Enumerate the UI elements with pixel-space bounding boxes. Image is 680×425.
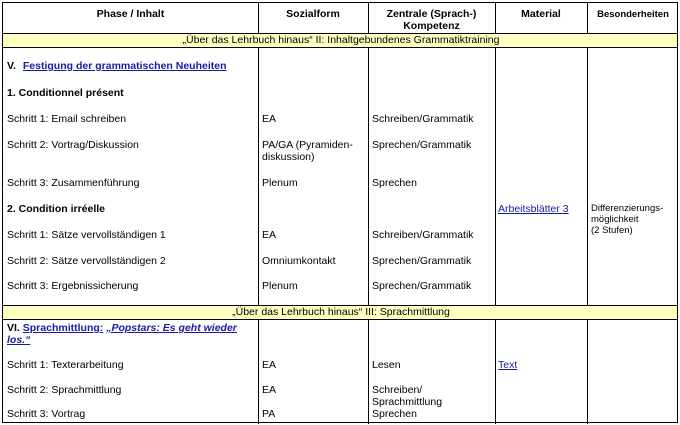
header-kompetenz-line1: Zentrale (Sprach-) xyxy=(386,8,477,20)
step-phase: Schritt 1: Email schreiben xyxy=(7,113,127,125)
besonderheit-line3: (2 Stufen) xyxy=(591,225,633,236)
step-sozialform: Plenum xyxy=(262,177,298,189)
step-kompetenz: Schreiben/Grammatik xyxy=(372,229,474,241)
material-text-link[interactable]: Text xyxy=(498,359,518,371)
material-arbeitsblaetter-link[interactable]: Arbeitsblätter 3 xyxy=(498,203,569,215)
column-divider xyxy=(495,47,496,305)
band-title-iii: „Über das Lehrbuch hinaus“ III: Sprachmittlung xyxy=(232,306,450,318)
subsection-conditionnel: 1. Conditionnel présent xyxy=(7,87,124,99)
column-divider xyxy=(495,319,496,424)
row-divider xyxy=(3,47,677,48)
row-divider xyxy=(3,319,677,320)
step-kompetenz: Schreiben/ xyxy=(372,384,423,396)
section-vi-link-quote[interactable]: „Popstars: Es geht wieder xyxy=(106,322,237,334)
step-kompetenz: Sprechen xyxy=(372,408,417,420)
column-divider xyxy=(368,319,369,424)
besonderheit-line1: Differenzierungs- xyxy=(591,203,664,214)
step-sozialform: Omniumkontakt xyxy=(262,255,336,267)
step-phase: Schritt 3: Vortrag xyxy=(7,408,86,420)
lesson-plan-table xyxy=(2,2,678,423)
header-besonderheiten: Besonderheiten xyxy=(597,9,669,20)
step-phase: Schritt 1: Sätze vervollständigen 1 xyxy=(7,229,166,241)
header-sozialform: Sozialform xyxy=(286,8,340,20)
step-sozialform: EA xyxy=(262,384,277,396)
header-material: Material xyxy=(521,8,561,20)
section-vi-link[interactable]: Sprachmittlung: xyxy=(22,322,104,334)
header-phase: Phase / Inhalt xyxy=(96,8,165,20)
step-sozialform: EA xyxy=(262,359,277,371)
step-phase: Schritt 3: Zusammenführung xyxy=(7,177,140,189)
step-kompetenz: Schreiben/Grammatik xyxy=(372,113,474,125)
step-sozialform: diskussion) xyxy=(262,151,315,163)
section-number: V. xyxy=(7,60,16,72)
header-kompetenz-line2: Kompetenz xyxy=(403,20,460,32)
column-divider xyxy=(368,47,369,305)
section-vi-title xyxy=(7,322,237,334)
step-phase: Schritt 2: Vortrag/Diskussion xyxy=(7,139,139,151)
step-phase: Schritt 2: Sprachmittlung xyxy=(7,384,122,396)
step-phase: Schritt 3: Ergebnissicherung xyxy=(7,280,139,292)
column-divider xyxy=(587,47,588,305)
section-v-link[interactable]: Festigung der grammatischen Neuheiten xyxy=(22,60,227,72)
step-kompetenz: Sprechen/Grammatik xyxy=(372,255,472,267)
step-kompetenz: Lesen xyxy=(372,359,401,371)
section-vi-link-quote-end[interactable]: los.“ xyxy=(7,334,31,346)
step-sozialform: EA xyxy=(262,113,277,125)
step-sozialform: EA xyxy=(262,229,277,241)
step-sozialform: PA/GA (Pyramiden- xyxy=(262,139,353,151)
step-kompetenz: Sprechen xyxy=(372,177,417,189)
column-divider xyxy=(258,319,259,424)
column-divider xyxy=(587,319,588,424)
step-phase: Schritt 2: Sätze vervollständigen 2 xyxy=(7,255,166,267)
step-phase: Schritt 1: Texterarbeitung xyxy=(7,359,124,371)
section-number: VI. xyxy=(7,322,20,334)
band-title-ii: „Über das Lehrbuch hinaus“ II: Inhaltgebundenes Grammatiktraining xyxy=(182,34,500,46)
subsection-condition-irreelle: 2. Condition irréelle xyxy=(7,203,106,215)
column-divider xyxy=(258,47,259,305)
section-v-title xyxy=(7,60,227,72)
step-kompetenz: Sprachmittlung xyxy=(372,396,443,408)
step-sozialform: Plenum xyxy=(262,280,298,292)
besonderheit-line2: möglichkeit xyxy=(591,214,639,225)
step-kompetenz: Sprechen/Grammatik xyxy=(372,280,472,292)
step-sozialform: PA xyxy=(262,408,276,420)
step-kompetenz: Sprechen/Grammatik xyxy=(372,139,472,151)
